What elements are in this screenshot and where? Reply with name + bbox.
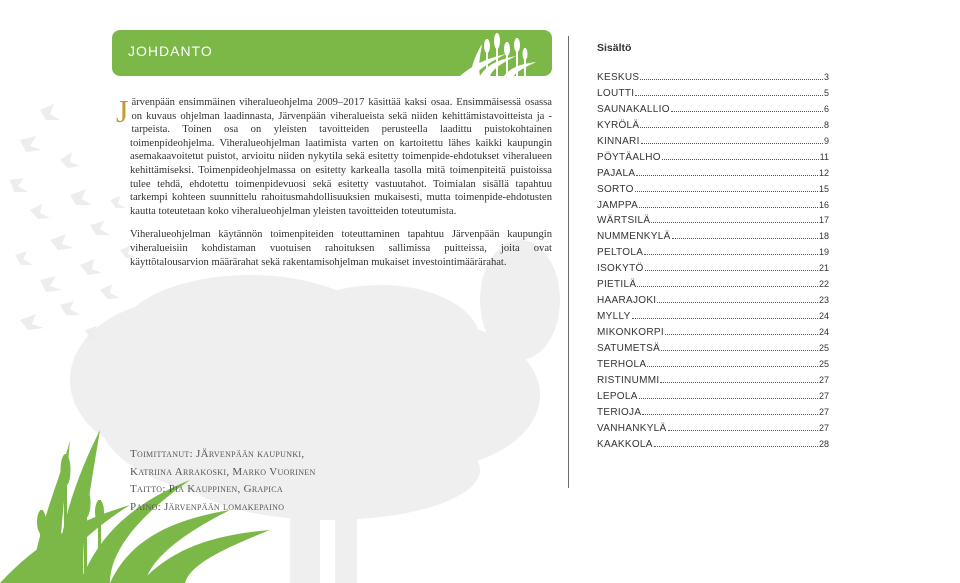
intro-text xyxy=(116,93,552,279)
toc-item-page: 23 xyxy=(818,295,829,306)
toc-item[interactable] xyxy=(597,184,829,200)
toc-leader-dots xyxy=(671,111,823,112)
toc-leader-dots xyxy=(668,430,818,431)
toc-item[interactable] xyxy=(597,152,829,168)
toc-item-label: TERIOJA xyxy=(597,406,642,418)
toc-item-label: JAMPPA xyxy=(597,199,639,211)
toc-item-page: 5 xyxy=(823,87,829,98)
toc-item[interactable] xyxy=(597,391,829,407)
toc-item-label: VANHANKYLÄ xyxy=(597,422,667,434)
toc-item-label: NUMMENKYLÄ xyxy=(597,231,671,243)
toc-item-label: MIKONKORPI xyxy=(597,327,664,338)
toc-item-label: HAARAJOKI xyxy=(597,295,657,307)
toc-leader-dots xyxy=(639,207,818,208)
toc-item-page: 22 xyxy=(818,279,829,290)
toc-item-page: 28 xyxy=(818,438,829,449)
toc-item-page: 25 xyxy=(818,358,829,369)
toc-item[interactable] xyxy=(597,120,829,136)
toc-leader-dots xyxy=(647,366,818,367)
toc-item[interactable] xyxy=(597,439,829,455)
toc-item-label: KAAKKOLA xyxy=(597,438,653,450)
toc-item[interactable] xyxy=(597,263,829,279)
toc-leader-dots xyxy=(637,286,818,287)
toc-leader-dots xyxy=(665,334,818,335)
toc-item-label: KINNARI xyxy=(597,135,640,147)
toc-leader-dots xyxy=(657,302,818,303)
toc-leader-dots xyxy=(632,318,818,319)
toc-leader-dots xyxy=(660,382,818,383)
toc-item-page: 27 xyxy=(818,390,829,401)
toc-item-page: 18 xyxy=(818,231,829,242)
toc-item-label: WÄRTSILÄ xyxy=(597,215,651,227)
toc-item-label: KYRÖLÄ xyxy=(597,119,640,131)
toc-item[interactable] xyxy=(597,168,829,184)
toc-item[interactable] xyxy=(597,375,829,391)
toc-item-page: 24 xyxy=(818,311,829,322)
toc-leader-dots xyxy=(642,414,818,415)
toc-leader-dots xyxy=(640,79,823,80)
toc-item[interactable] xyxy=(597,88,829,104)
toc-leader-dots xyxy=(640,127,823,128)
toc-leader-dots xyxy=(661,350,818,351)
toc-item-page: 9 xyxy=(823,135,829,146)
toc-item-page: 6 xyxy=(823,103,829,114)
credits-line: Katriina Arrakoski, Marko Vuorinen xyxy=(130,465,316,478)
toc-leader-dots xyxy=(662,159,819,160)
credits-line: Taitto: Pia Kauppinen, Grapica xyxy=(130,483,283,495)
credits-line: Paino: Järvenpään lomakepaino xyxy=(130,500,285,513)
toc-item-label: PÖYTÄALHO xyxy=(597,151,661,163)
toc-item[interactable] xyxy=(597,104,829,120)
toc-item-label: PELTOLA xyxy=(597,247,644,259)
toc-item-page: 27 xyxy=(818,406,829,417)
tree-silhouette xyxy=(70,240,560,583)
toc-item[interactable] xyxy=(597,72,829,88)
toc-leader-dots xyxy=(645,270,818,271)
toc-item[interactable] xyxy=(597,295,829,311)
toc-item-page: 16 xyxy=(818,199,829,210)
toc-item-label: KESKUS xyxy=(597,72,640,83)
section-banner xyxy=(112,30,552,76)
toc-item[interactable] xyxy=(597,343,829,359)
toc-leader-dots xyxy=(672,238,818,239)
toc-item-page: 11 xyxy=(819,151,829,162)
toc-item[interactable] xyxy=(597,327,829,343)
toc-item-page: 8 xyxy=(823,119,829,130)
toc-item-label: SATUMETSÄ xyxy=(597,342,661,354)
toc-item[interactable] xyxy=(597,200,829,216)
toc-leader-dots xyxy=(641,143,823,144)
toc-item-page: 25 xyxy=(818,342,829,353)
toc-item-page: 12 xyxy=(818,167,829,178)
toc-leader-dots xyxy=(644,254,818,255)
toc-title: Sisältö xyxy=(597,42,632,54)
intro-paragraph-1 xyxy=(116,93,552,218)
toc-item-label: TERHOLA xyxy=(597,358,647,370)
credits-line: Toimittanut: JÄrvenpään kaupunki, xyxy=(130,448,305,460)
toc-item[interactable] xyxy=(597,359,829,375)
toc-item-label: RISTINUMMI xyxy=(597,374,660,386)
toc-leader-dots xyxy=(651,222,818,223)
toc-item[interactable] xyxy=(597,231,829,247)
toc-item-label: LOUTTI xyxy=(597,87,635,99)
toc-leader-dots xyxy=(635,95,823,96)
toc-leader-dots xyxy=(639,398,818,399)
column-divider xyxy=(568,36,569,488)
toc-item-label: SORTO xyxy=(597,183,634,195)
toc-list xyxy=(597,72,829,455)
toc-item[interactable] xyxy=(597,247,829,263)
toc-leader-dots xyxy=(635,191,818,192)
credits xyxy=(130,446,430,516)
toc-item[interactable] xyxy=(597,407,829,423)
toc-item-page: 27 xyxy=(818,422,829,433)
intro-paragraph-2: Viheralueohjelman käytännön toimenpiteiden toteuttaminen tapahtuu Järvenpään kaupungin viheralueisiin kohdistaman vuotuisen rahoituksen sallimissa puitteissa, joita ovat käyttötalousarvion määrärahat sekä rakentamisohjelman mukaiset investointimäärärahat. xyxy=(130,229,552,268)
toc-item-label: LEPOLA xyxy=(597,390,638,402)
toc-item-page: 3 xyxy=(823,72,829,82)
toc-item[interactable] xyxy=(597,215,829,231)
toc-leader-dots xyxy=(636,175,818,176)
toc-item[interactable] xyxy=(597,136,829,152)
toc-item-label: MYLLY xyxy=(597,311,631,323)
toc-item-page: 15 xyxy=(818,183,829,194)
toc-item[interactable] xyxy=(597,279,829,295)
toc-item-page: 24 xyxy=(818,327,829,337)
toc-item-label: PAJALA xyxy=(597,167,636,179)
toc-leader-dots xyxy=(654,446,818,447)
intro-paragraph-1-text: ärvenpään ensimmäinen viheralueohjelma 2009–2017 käsittää kaksi osaa. Ensimmäisessä osassa on kuvaus ohjelman laadinnasta, Järvenpään viheralueista sekä niiden kehittämistavoitteista ja -tarpeista. Toinen osa on yleisten tavoitteiden perusteella laadittu puistokohtainen toimenpideohjelma. Viheralueohjelman laatimista varten on kartoitettu lähes kaikki kaupungin asemakaavoitetut puistot, arvioitu niiden nykytila sekä esitetty toimenpide-ehdotukset viheralueen kehittämiseksi. Toimenpideohjelmassa on esitetty karkealla tasolla mitä toimenpiteitä puistoissa tulee tehdä, ehdotettu toimenpidevuosi sekä esitetty vastuutahot. Toimialan sisällä tapahtuu tarkempi kohteen suunnittelu rahoitusmahdollisuuksien mukaisesti, mutta toimenpide-ehdotusten kautta toteutetaan koko viheralueohjelman yleisten tavoitteiden toteutumista. xyxy=(130,97,552,217)
toc-item-page: 21 xyxy=(818,263,829,274)
dropcap: J xyxy=(116,93,129,129)
toc-item[interactable] xyxy=(597,311,829,327)
toc-item-label: PIETILÄ xyxy=(597,279,637,291)
toc-item-page: 17 xyxy=(818,215,829,226)
toc-item-page: 27 xyxy=(818,374,829,385)
toc-item-page: 19 xyxy=(818,247,829,258)
section-title: JOHDANTO xyxy=(128,43,213,59)
bird-flock xyxy=(10,104,136,340)
toc-item[interactable] xyxy=(597,423,829,439)
reeds-icon xyxy=(460,30,536,76)
toc-item-label: SAUNAKALLIO xyxy=(597,103,670,115)
toc-item-label: ISOKYTÖ xyxy=(597,263,644,275)
